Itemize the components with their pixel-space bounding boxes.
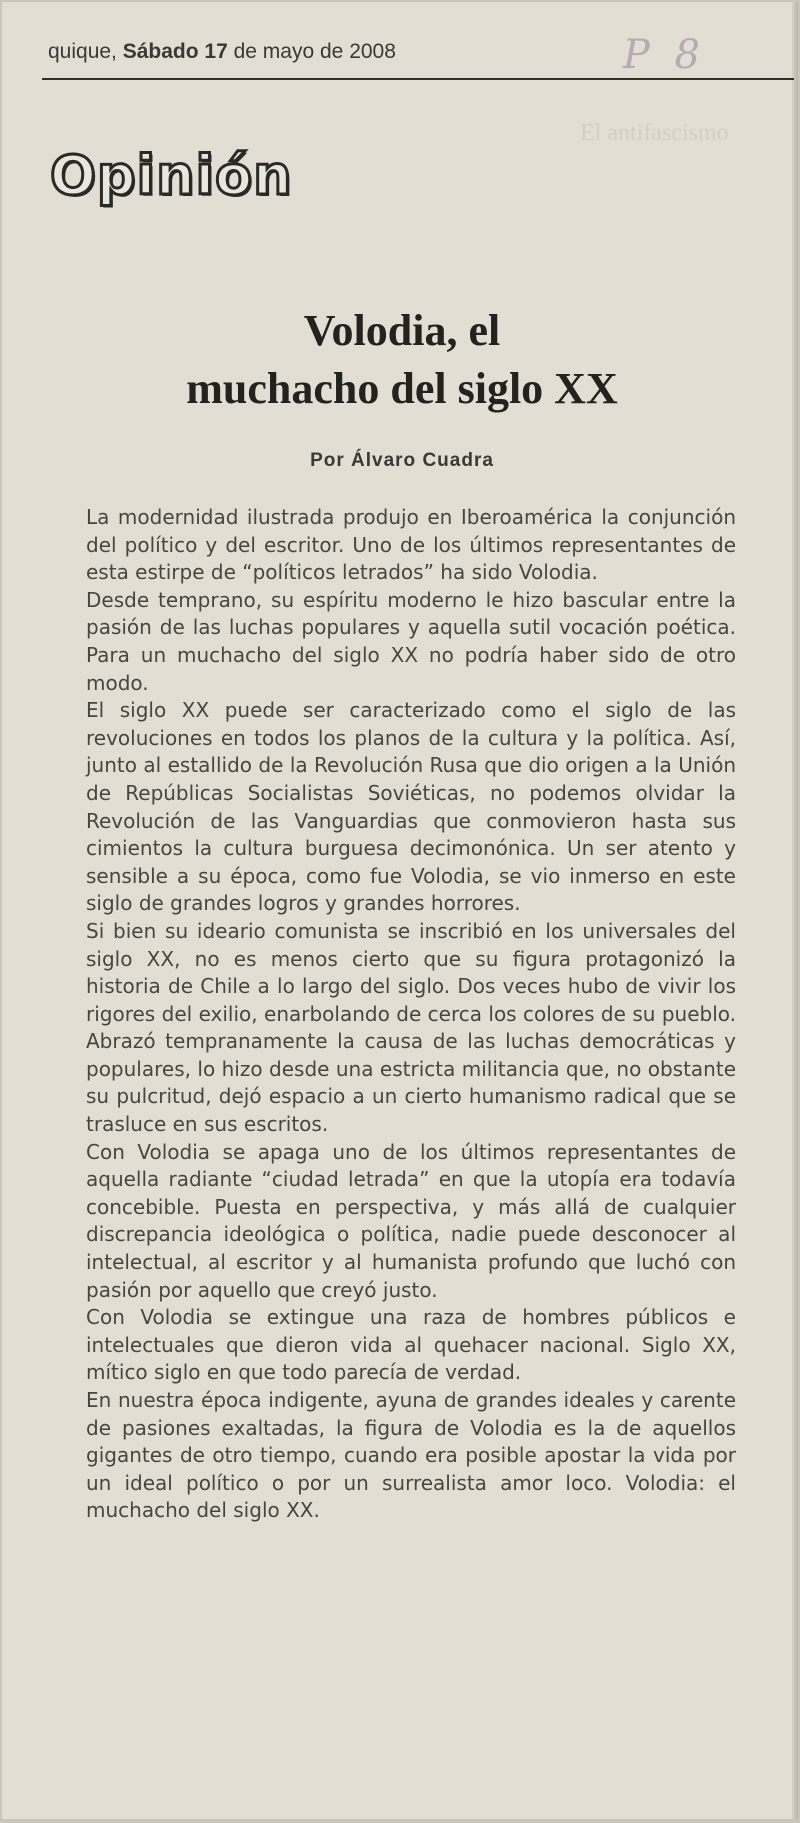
paper-edge	[792, 2, 798, 1819]
headline-line-1: Volodia, el	[303, 306, 501, 355]
header-rule	[42, 78, 794, 80]
paragraph: El siglo XX puede ser caracterizado como el siglo de las revoluciones en todos los planos de la cultura y la política. Así, junto al estallido de la Revolución Rusa que dio origen a la Unión de Repúblicas Socialistas Soviéticas, no podemos olvidar la Revolución de las Vanguardias que conmovieron hasta sus cimientos la cultura burguesa decimonónica. Un ser atento y sensible a su época, como fue Volodia, se vio inmerso en este siglo de grandes logros y grandes horrores.	[86, 698, 736, 916]
dateline	[48, 40, 396, 64]
byline: Por Álvaro Cuadra	[310, 450, 494, 471]
newspaper-clipping	[2, 2, 798, 1819]
dateline-day: Sábado 17	[122, 40, 228, 63]
paragraph: Si bien su ideario comunista se inscribió en los universales del siglo XX, no es menos cierto que su figura protagonizó la historia de Chile a lo largo del siglo. Dos veces hubo de vivir los rigores del exilio, enarbolando de cerca los colores de su pueblo. Abrazó tempranamente la causa de las luchas democráticas y populares, lo hizo desde una estricta militancia que, no obstante su pulcritud, dejó espacio a un cierto humanismo radical que se trasluce en sus escritos.	[86, 918, 736, 1137]
handwritten-page-mark: P 8	[622, 32, 706, 78]
paragraph: Con Volodia se apaga uno de los últimos representantes de aquella radiante “ciudad letrada” en que la utopía era todavía concebible. Puesta en perspectiva, y más allá de cualquier discrepancia ideológica o política, nadie puede desconocer al intelectual, al escritor y al humanista profundo que luchó con pasión por aquello que creyó justo.	[86, 1139, 736, 1302]
dateline-date: de mayo de 2008	[227, 40, 396, 63]
article-body	[86, 504, 736, 1525]
headline-line-2: muchacho del siglo XX	[186, 364, 618, 413]
paragraph: Con Volodia se extingue una raza de hombres públicos e intelectuales que dieron vida al quehacer nacional. Siglo XX, mítico siglo en que todo parecía de verdad.	[86, 1305, 736, 1385]
paragraph: La modernidad ilustrada produjo en Iberoamérica la conjunción del político y del escritor. Uno de los últimos representantes de esta estirpe de “políticos letrados” ha sido Volodia.	[86, 505, 736, 585]
page-header	[48, 32, 748, 78]
bleed-through-text: El antifascismo	[580, 120, 729, 146]
paragraph: En nuestra época indigente, ayuna de grandes ideales y carente de pasiones exaltadas, la figura de Volodia es la de aquellos gigantes de otro tiempo, cuando era posible apostar la vida por un ideal político o por un surrealista amor loco. Volodia: el muchacho del siglo XX.	[86, 1388, 736, 1523]
dateline-city: quique,	[48, 40, 123, 63]
section-title: Opinión	[50, 144, 293, 207]
article-headline	[92, 302, 712, 418]
paragraph: Desde temprano, su espíritu moderno le hizo bascular entre la pasión de las luchas populares y aquella sutil vocación poética. Para un muchacho del siglo XX no podría haber sido de otro modo.	[86, 587, 736, 695]
